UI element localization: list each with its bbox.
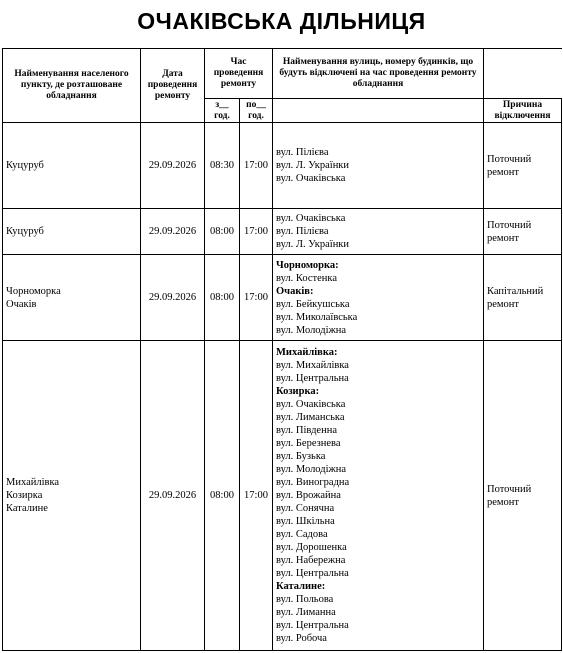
settlement-cell: Куцуруб — [3, 123, 141, 209]
settlement-cell: Чорноморка Очаків — [3, 255, 141, 341]
street-item: вул. Л. Українки — [276, 160, 350, 171]
street-group-label: Каталине: — [276, 581, 326, 592]
table-row — [3, 123, 562, 209]
streets-cell — [273, 255, 484, 341]
street-item: вул. Виноградна — [276, 477, 350, 488]
street-item: вул. Очаківська — [276, 399, 346, 410]
header-time: Час проведення ремонту — [205, 49, 273, 99]
time-to-cell: 17:00 — [240, 255, 273, 341]
street-item: вул. Садова — [276, 529, 328, 540]
streets-cell — [273, 341, 484, 651]
street-item: вул. Лиманська — [276, 412, 345, 423]
street-item: вул. Південна — [276, 425, 337, 436]
header-to: по__ год. — [240, 99, 273, 123]
street-item: вул. Сонячна — [276, 503, 335, 514]
street-group-label: Козирка: — [276, 386, 320, 397]
street-item: вул. Центральна — [276, 568, 349, 579]
street-item: вул. Центральна — [276, 373, 349, 384]
header-streets-tail — [273, 99, 484, 123]
time-from-cell: 08:00 — [205, 255, 240, 341]
street-group-label: Чорноморка: — [276, 259, 339, 271]
street-item: вул. Лиманна — [276, 607, 336, 618]
table-row — [3, 209, 562, 255]
street-item: вул. Л. Українки — [276, 239, 350, 250]
streets-cell — [273, 123, 484, 209]
street-item: вул. Березнева — [276, 438, 341, 449]
street-item: вул. Пілієва — [276, 226, 329, 237]
street-item: вул. Шкільна — [276, 516, 335, 527]
settlement-cell: Куцуруб — [3, 209, 141, 255]
time-from-cell: 08:00 — [205, 341, 240, 651]
street-group-label: Михайлівка: — [276, 347, 338, 358]
page-title: ОЧАКІВСЬКА ДІЛЬНИЦЯ — [137, 8, 426, 34]
table-row — [3, 341, 562, 651]
street-item: вул. Пілієва — [276, 147, 329, 158]
reason-cell: Поточний ремонт — [484, 123, 562, 209]
street-item: вул. Центральна — [276, 620, 349, 631]
reason-cell: Поточний ремонт — [484, 209, 562, 255]
street-item: вул. Молодіжна — [276, 464, 347, 475]
date-cell: 29.09.2026 — [141, 255, 205, 341]
street-item: вул. Михайлівка — [276, 360, 349, 371]
header-reason: Причина відключення — [484, 99, 562, 123]
street-item: вул. Очаківська — [276, 213, 346, 224]
reason-cell: Поточний ремонт — [484, 341, 562, 651]
date-cell: 29.09.2026 — [141, 123, 205, 209]
street-item: вул. Польова — [276, 594, 334, 605]
header-date: Дата проведення ремонту — [141, 49, 205, 123]
date-cell: 29.09.2026 — [141, 341, 205, 651]
street-item: вул. Молодіжна — [276, 324, 347, 336]
street-item: вул. Костенка — [276, 272, 338, 284]
street-item: вул. Дорошенка — [276, 542, 347, 553]
street-item: вул. Врожайна — [276, 490, 341, 501]
time-to-cell: 17:00 — [240, 341, 273, 651]
streets-cell — [273, 209, 484, 255]
street-item: вул. Бузька — [276, 451, 326, 462]
time-from-cell: 08:00 — [205, 209, 240, 255]
street-item: вул. Миколаївська — [276, 311, 358, 323]
time-from-cell: 08:30 — [205, 123, 240, 209]
header-blank — [484, 49, 562, 99]
street-item: вул. Бейкушська — [276, 298, 350, 310]
date-cell: 29.09.2026 — [141, 209, 205, 255]
street-item: вул. Набережна — [276, 555, 346, 566]
time-to-cell: 17:00 — [240, 123, 273, 209]
reason-cell: Капітальний ремонт — [484, 255, 562, 341]
street-item: вул. Очаківська — [276, 173, 346, 184]
header-streets: Найменування вулиць, номеру будинків, що будуть відключені на час проведення ремонту обладнання — [273, 49, 484, 99]
time-to-cell: 17:00 — [240, 209, 273, 255]
settlement-cell: Михайлівка Козирка Каталине — [3, 341, 141, 651]
street-group-label: Очаків: — [276, 285, 314, 297]
header-settlement: Найменування населеного пункту, де розташоване обладнання — [3, 49, 141, 123]
table-row — [3, 255, 562, 341]
street-item: вул. Робоча — [276, 633, 327, 644]
header-from: з__ год. — [205, 99, 240, 123]
outage-schedule-table — [2, 48, 562, 651]
